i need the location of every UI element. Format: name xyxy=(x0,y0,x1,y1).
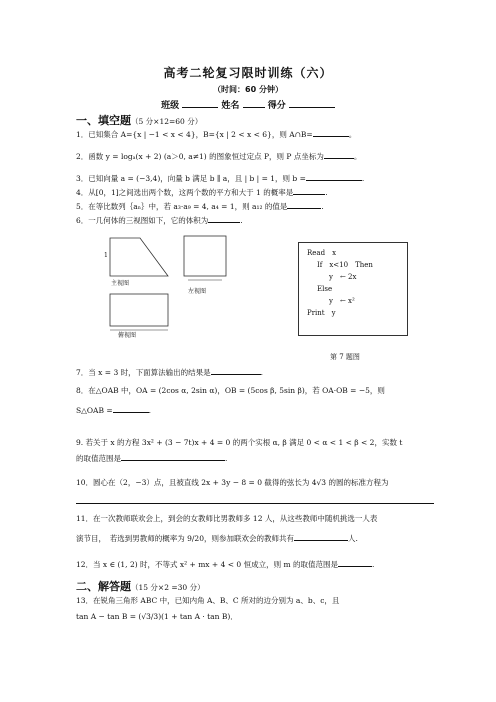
question-1: 1．已知集合 A={x | −1 < x < 4}，B={x | 2 < x < 6}，则 A∩B= 。 xyxy=(76,130,357,139)
class-label: 班级 xyxy=(161,101,180,111)
front-view-label: 主视图 xyxy=(111,280,130,287)
answer-blank[interactable] xyxy=(306,172,362,181)
question-2: 2．函数 y = logₐ(x + 2) (a＞0, a≠1) 的图象恒过定点 P，则 P 点坐标为 。 xyxy=(76,152,362,161)
answer-blank[interactable] xyxy=(287,200,321,209)
answer-blank[interactable] xyxy=(313,128,349,137)
question-13: 13．在锐角三角形 ABC 中，已知内角 A、B、C 所对的边分别为 a、b、c，且 xyxy=(76,596,340,605)
question-3: 3．已知向量 a = (−3,4)，向量 b 满足 b ∥ a，且 | b | = 1，则 b = . xyxy=(76,174,365,183)
answer-blank[interactable] xyxy=(211,366,261,375)
student-info-line xyxy=(0,98,496,111)
class-blank[interactable] xyxy=(182,98,218,108)
section-fill-in xyxy=(76,112,202,128)
question-5: 5．在等比数列｛aₙ｝中，若 a₃·a₉ = 4, a₄ = 1，则 a₁₂ 的值是 . xyxy=(76,202,324,211)
section-solution xyxy=(76,578,205,594)
section-note: （5 分×12=60 分） xyxy=(131,117,203,126)
score-blank[interactable] xyxy=(289,98,335,108)
algorithm-line: y ← 2x xyxy=(329,273,357,281)
three-view-figure xyxy=(104,232,254,342)
question-7: 7．当 x = 3 时，下面算法输出的结果是 . xyxy=(76,368,263,377)
side-view-shape xyxy=(184,236,226,276)
algorithm-line: Print y xyxy=(307,309,336,317)
name-blank[interactable] xyxy=(243,98,265,108)
question-9: 9. 若关于 x 的方程 3x² + (3 − 7t)x + 4 = 0 的两个实根 α, β 满足 0 < α < 1 < β < 2，实数 t xyxy=(76,438,403,447)
algorithm-line: If x<10 Then xyxy=(317,261,373,269)
answer-blank[interactable] xyxy=(113,404,149,413)
question-9-continued: 的取值范围是 . xyxy=(76,454,228,463)
front-view-shape xyxy=(110,238,168,276)
score-label: 得分 xyxy=(267,101,286,111)
answer-blank[interactable] xyxy=(338,558,372,567)
section-title: 一、填空题 xyxy=(76,114,131,127)
question-4: 4．从[0，1]之间选出两个数，这两个数的平方和大于 1 的概率是 . xyxy=(76,188,328,197)
section-note: （15 分×2 =30 分） xyxy=(131,583,205,592)
algorithm-box xyxy=(298,242,408,336)
question-10: 10．圆心在（2，−3）点，且被直线 2x + 3y − 8 = 0 截得的弦长为 4√3 的圆的标准方程为 xyxy=(76,478,389,487)
top-view-shape xyxy=(110,294,168,326)
question-13-continued: tan A − tan B = (√3/3)(1 + tan A · tan B)． xyxy=(76,612,238,621)
answer-blank[interactable] xyxy=(293,186,325,195)
question-11: 11．在一次教师联欢会上，到会的女教师比男教师多 12 人，从这些教师中随机挑选一人表 xyxy=(76,514,378,523)
algorithm-line: Else xyxy=(317,285,333,293)
dimension-label: 1 xyxy=(104,252,108,259)
answer-blank[interactable] xyxy=(324,150,354,159)
answer-blank[interactable] xyxy=(294,532,348,541)
question-8-continued: S△OAB = . xyxy=(76,406,152,415)
question-6: 6．一几何体的三视图如下，它的体积为 . xyxy=(76,216,243,225)
algorithm-line: Read x xyxy=(307,249,337,257)
name-label: 姓名 xyxy=(221,101,240,111)
answer-blank[interactable] xyxy=(121,452,225,461)
question-8: 8．在△OAB 中，OA = (2cos α, 2sin α)，OB = (5cos β, 5sin β)，若 OA·OB = −5，则 xyxy=(76,386,385,395)
question-11-continued: 演节目， 若选到男教师的概率为 9/20，则参加联欢会的教师共有 人. xyxy=(76,534,358,543)
time-limit: （时间：60 分钟） xyxy=(213,85,283,94)
top-view-label: 俯视图 xyxy=(118,332,137,339)
answer-blank[interactable] xyxy=(208,214,240,223)
side-view-label: 左视图 xyxy=(188,288,207,295)
algorithm-caption: 第 7 题图 xyxy=(330,353,360,361)
question-12: 12．当 x ∈ (1, 2) 时，不等式 x² + mx + 4 < 0 恒成立，则 m 的取值范围是 . xyxy=(76,560,375,569)
algorithm-line: y ← x² xyxy=(329,297,355,305)
section-title: 二、解答题 xyxy=(76,580,131,593)
page-title: 高考二轮复习限时训练（六） xyxy=(163,66,333,80)
answer-blank[interactable] xyxy=(76,502,434,504)
